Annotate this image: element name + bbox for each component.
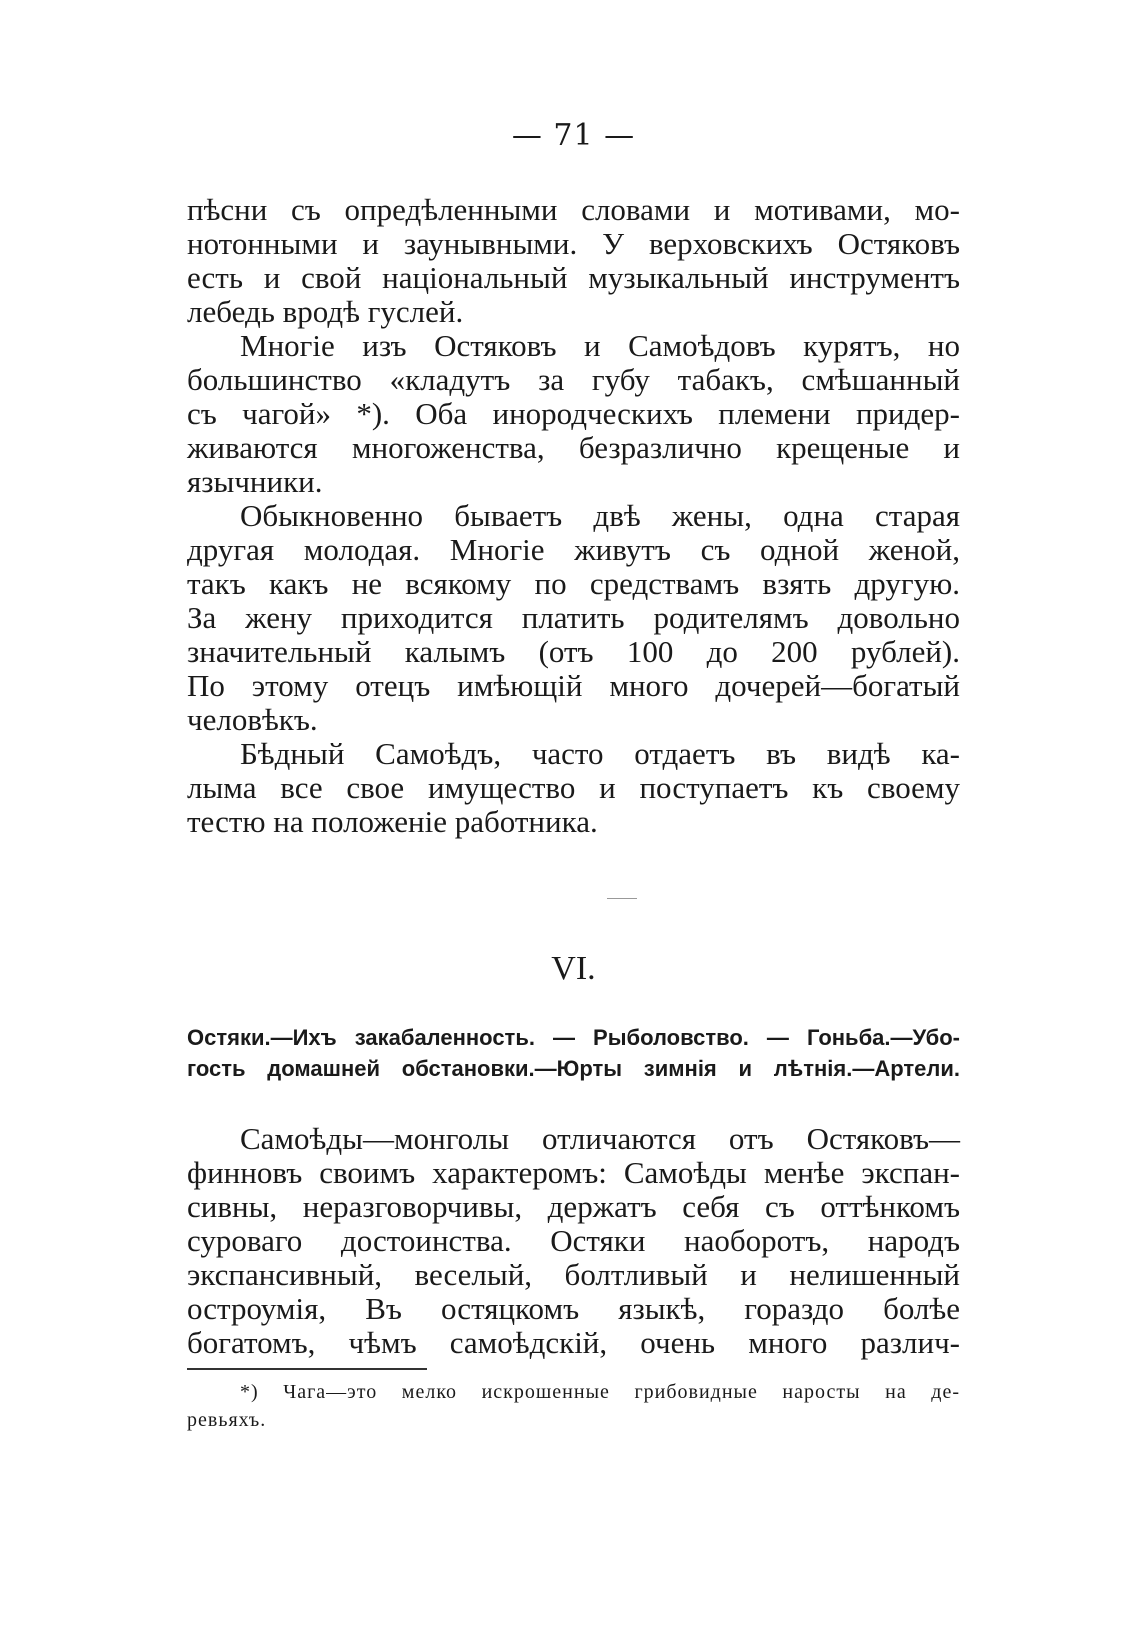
text-line: живаются многоженства, безразлично крещеные и <box>187 430 960 465</box>
summary-line: Остяки.—Ихъ закабаленность. — Рыболовство. — Гоньба.—Убо- <box>187 1025 960 1050</box>
text-line: пѣсни съ опредѣленными словами и мотивами, мо- <box>187 192 960 227</box>
text-line: суроваго достоинства. Остяки наоборотъ, народъ <box>187 1223 960 1258</box>
text-line: Многіе изъ Остяковъ и Самоѣдовъ курятъ, но <box>240 328 960 363</box>
section-divider <box>607 898 637 899</box>
page-number: — 71 — <box>511 118 636 153</box>
text-line: значительный калымъ (отъ 100 до 200 рублей). <box>187 634 960 669</box>
paragraph <box>187 329 960 499</box>
paragraph <box>187 499 960 737</box>
text-line: Обыкновенно бываетъ двѣ жены, одна старая <box>240 498 960 533</box>
text-line: съ чагой» *). Оба инородческихъ племени придер- <box>187 396 960 431</box>
text-line: сивны, неразговорчивы, держатъ себя съ оттѣнкомъ <box>187 1189 960 1224</box>
paragraph <box>187 737 960 839</box>
text-line: богатомъ, чѣмъ самоѣдскій, очень много различ- <box>187 1325 960 1360</box>
text-line: За жену приходится платить родителямъ довольно <box>187 600 960 635</box>
text-line: остроумія, Въ остяцкомъ языкѣ, гораздо болѣе <box>187 1291 960 1326</box>
text-line: другая молодая. Многіе живутъ съ одной женой, <box>187 532 960 567</box>
text-line: большинство «кладутъ за губу табакъ, смѣшанный <box>187 362 960 397</box>
footnote <box>187 1378 960 1434</box>
paragraph <box>187 193 960 329</box>
text-line: человѣкъ. <box>187 702 318 737</box>
text-line: финновъ своимъ характеромъ: Самоѣды менѣе экспан- <box>187 1155 960 1190</box>
chapter-number: VI. <box>551 950 596 987</box>
section-text <box>187 193 960 839</box>
text-line: тестю на положеніе работника. <box>187 804 598 839</box>
text-line: Бѣдный Самоѣдъ, часто отдаетъ въ видѣ ка- <box>240 736 960 771</box>
footnote-line: ревьяхъ. <box>187 1409 267 1431</box>
footnote-line: *) Чага—это мелко искрошенные грибовидные наросты на де- <box>240 1381 960 1403</box>
text-line: язычники. <box>187 464 323 499</box>
text-line: лебедь вродѣ гуслей. <box>187 294 464 329</box>
text-line: экспансивный, веселый, болтливый и нелишенный <box>187 1257 960 1292</box>
book-page <box>187 0 960 1643</box>
text-line: такъ какъ не всякому по средствамъ взять другую. <box>187 566 960 601</box>
text-line: нотонными и заунывными. У верховскихъ Остяковъ <box>187 226 960 261</box>
chapter-text <box>187 1122 960 1360</box>
summary-line: гость домашней обстановки.—Юрты зимнія и лѣтнія.—Артели. <box>187 1056 960 1081</box>
text-line: есть и свой національный музыкальный инструментъ <box>187 260 960 295</box>
text-line: лыма все свое имущество и поступаетъ къ своему <box>187 770 960 805</box>
footnote-rule <box>187 1368 427 1370</box>
text-line: Самоѣды—монголы отличаются отъ Остяковъ— <box>240 1121 960 1156</box>
chapter-summary <box>187 1022 960 1084</box>
text-line: По этому отецъ имѣющій много дочерей—богатый <box>187 668 960 703</box>
